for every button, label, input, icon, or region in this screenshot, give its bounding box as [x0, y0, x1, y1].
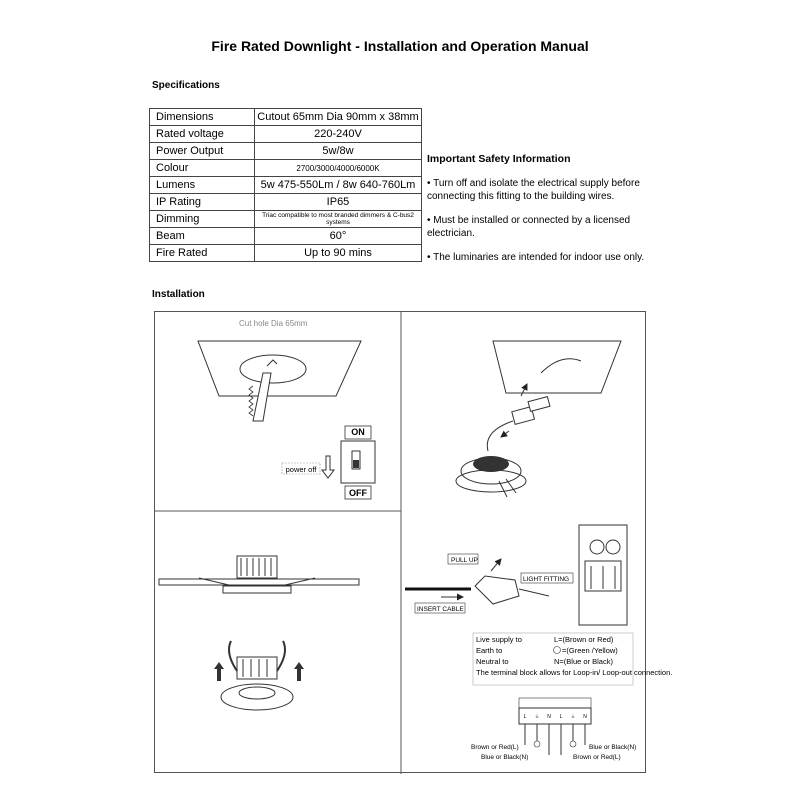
- terminal-label: ⏚: [570, 714, 576, 720]
- saw-icon: [253, 373, 271, 421]
- spec-label: Power Output: [150, 143, 255, 160]
- table-row: [150, 228, 422, 245]
- safety-heading: Important Safety Information: [427, 153, 571, 165]
- safety-item: • Turn off and isolate the electrical supply before connecting this fitting to the building wires.: [427, 178, 640, 202]
- table-row: [150, 194, 422, 211]
- earth-value: =(Green /Yellow): [562, 646, 618, 655]
- terminal-label: N: [547, 714, 551, 720]
- cut-hole: [240, 355, 306, 383]
- table-row: [150, 126, 422, 143]
- step-connect: [456, 341, 621, 497]
- installation-heading: Installation: [152, 289, 205, 300]
- ceiling-panel: [198, 341, 361, 396]
- wire-label-blue-left: Blue or Black(N): [481, 754, 529, 761]
- spec-label: Lumens: [150, 177, 255, 194]
- table-row: [150, 143, 422, 160]
- spec-value: Cutout 65mm Dia 90mm x 38mm: [255, 109, 422, 126]
- terminal-block: [528, 397, 550, 412]
- spec-label: Rated voltage: [150, 126, 255, 143]
- neutral-label: Neutral to: [476, 657, 509, 666]
- step-cut-hole: [198, 319, 361, 421]
- specifications-heading: Specifications: [152, 80, 220, 91]
- switch-off-label: OFF: [349, 488, 367, 498]
- step-wiring: [405, 525, 672, 761]
- power-off-label: power off: [285, 465, 317, 474]
- cut-hole-label: Cut hole Dia 65mm: [239, 319, 308, 328]
- spec-value: 5w/8w: [255, 143, 422, 160]
- spec-value: 5w 475-550Lm / 8w 640-760Lm: [255, 177, 422, 194]
- terminal-label: L: [523, 714, 527, 720]
- installation-drawing: [155, 312, 673, 774]
- spec-label: IP Rating: [150, 194, 255, 211]
- table-row: [150, 177, 422, 194]
- up-arrow-icon: [294, 662, 304, 681]
- spec-value: Triac compatible to most branded dimmers & C-bus2 systems: [255, 211, 422, 228]
- step-insert-fixture: [159, 556, 359, 710]
- wire-label-blue-right: Blue or Black(N): [589, 744, 637, 751]
- table-row: [150, 109, 422, 126]
- table-row: [150, 160, 422, 177]
- wiring-note: The terminal block allows for Loop-in/ Loop-out connection.: [476, 668, 673, 677]
- page-title: Fire Rated Downlight - Installation and Operation Manual: [211, 38, 589, 54]
- spec-value: 2700/3000/4000/6000K: [255, 160, 422, 177]
- wire-label-brown-right: Brown or Red(L): [573, 754, 621, 761]
- terminal-label: ⏚: [534, 714, 540, 720]
- table-row: [150, 245, 422, 262]
- power-switch: [282, 426, 375, 499]
- live-label: Live supply to: [476, 635, 522, 644]
- spec-label: Dimensions: [150, 109, 255, 126]
- specifications-table: [149, 108, 422, 262]
- switch-on-label: ON: [351, 427, 365, 437]
- spec-label: Fire Rated: [150, 245, 255, 262]
- safety-item: • Must be installed or connected by a licensed electrician.: [427, 215, 631, 239]
- terminal-label: N: [583, 714, 587, 720]
- up-arrow-icon: [214, 662, 224, 681]
- spec-value: Up to 90 mins: [255, 245, 422, 262]
- safety-item: • The luminaries are intended for indoor use only.: [427, 252, 645, 263]
- spec-value: 60°: [255, 228, 422, 245]
- neutral-value: N=(Blue or Black): [554, 657, 613, 666]
- terminal-label: L: [559, 714, 563, 720]
- insert-cable-label: INSERT CABLE: [417, 606, 464, 613]
- wire-label-brown-left: Brown or Red(L): [471, 744, 519, 751]
- earth-label: Earth to: [476, 646, 503, 655]
- down-arrow-icon: [322, 456, 334, 478]
- spec-label: Dimming: [150, 211, 255, 228]
- light-fitting-label: LIGHT FITTING: [523, 576, 570, 583]
- pull-up-label: PULL UP: [451, 557, 478, 564]
- installation-diagram: [154, 311, 673, 773]
- live-value: L=(Brown or Red): [554, 635, 614, 644]
- spec-label: Colour: [150, 160, 255, 177]
- spec-label: Beam: [150, 228, 255, 245]
- spec-value: 220-240V: [255, 126, 422, 143]
- table-row: [150, 211, 422, 228]
- spec-value: IP65: [255, 194, 422, 211]
